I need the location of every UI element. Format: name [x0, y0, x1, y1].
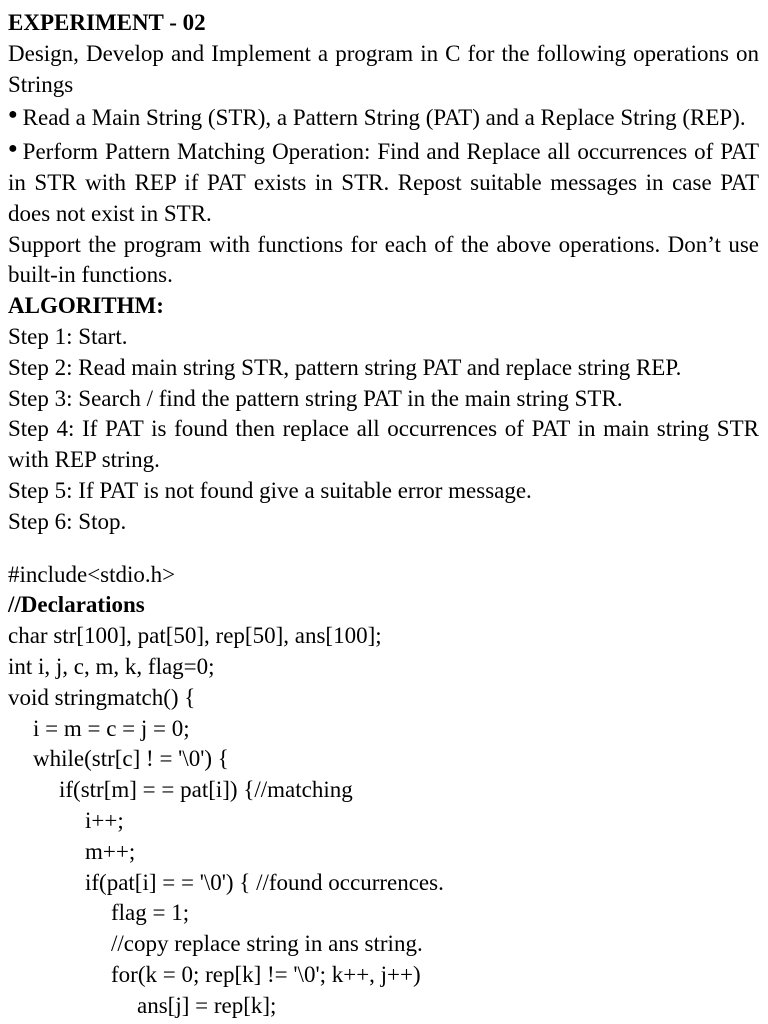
algorithm-step: Step 3: Search / find the pattern string PAT in the main string STR.: [8, 385, 623, 411]
code-line-increment-i: i++;: [85, 807, 124, 833]
experiment-heading: EXPERIMENT - 02: [8, 10, 206, 35]
code-listing: [8, 560, 759, 1022]
code-line-flag-set: flag = 1;: [111, 900, 190, 926]
code-line-for-loop: for(k = 0; rep[k] != '\0'; k++, j++): [111, 961, 421, 987]
bullet-item-pattern-matching: [8, 134, 759, 229]
bullet-text: Perform Pattern Matching Operation: Find and Replace all occurrences of PAT in STR with REP if PAT exists in STR. Repost suitable messages in case PAT does not exist in STR.: [8, 139, 759, 226]
code-line-partial: ans[j] = rep[k];: [137, 992, 277, 1018]
code-line-func-signature: void stringmatch() {: [8, 684, 196, 710]
bullet-icon: ●: [8, 106, 18, 124]
algorithm-step: Step 4: If PAT is found then replace all occurrences of PAT in main string STR with REP string.: [8, 416, 759, 473]
algorithm-step: Step 6: Stop.: [8, 508, 127, 534]
code-line-while: while(str[c] ! = '\0') {: [33, 746, 229, 772]
bullet-text: Read a Main String (STR), a Pattern String (PAT) and a Replace String (REP).: [22, 105, 746, 131]
algorithm-step: Step 1: Start.: [8, 323, 128, 349]
code-line-init: i = m = c = j = 0;: [33, 715, 190, 741]
algorithm-step: Step 5: If PAT is not found give a suitable error message.: [8, 477, 532, 503]
code-line-decl-int: int i, j, c, m, k, flag=0;: [8, 653, 215, 679]
code-line-increment-m: m++;: [85, 838, 136, 864]
code-line-if-found: if(pat[i] = = '\0') { //found occurrences.: [85, 869, 444, 895]
code-line-include: #include<stdio.h>: [8, 561, 176, 587]
bullet-icon: ●: [8, 140, 18, 158]
code-line-declarations-comment: //Declarations: [8, 592, 145, 618]
algorithm-step: Step 2: Read main string STR, pattern string PAT and replace string REP.: [8, 354, 682, 380]
bullet-item-read: [8, 100, 759, 134]
algorithm-heading: ALGORITHM:: [8, 293, 164, 319]
intro-paragraph: Design, Develop and Implement a program in C for the following operations on Strings: [8, 40, 759, 97]
support-paragraph: Support the program with functions for each of the above operations. Don’t use built-in functions.: [8, 231, 759, 288]
code-line-decl-char: char str[100], pat[50], rep[50], ans[100];: [8, 623, 382, 649]
spacer: [8, 538, 759, 560]
document-page: [8, 8, 759, 1022]
code-line-copy-comment: //copy replace string in ans string.: [111, 931, 423, 957]
code-line-if-match: if(str[m] = = pat[i]) {//matching: [59, 777, 353, 803]
